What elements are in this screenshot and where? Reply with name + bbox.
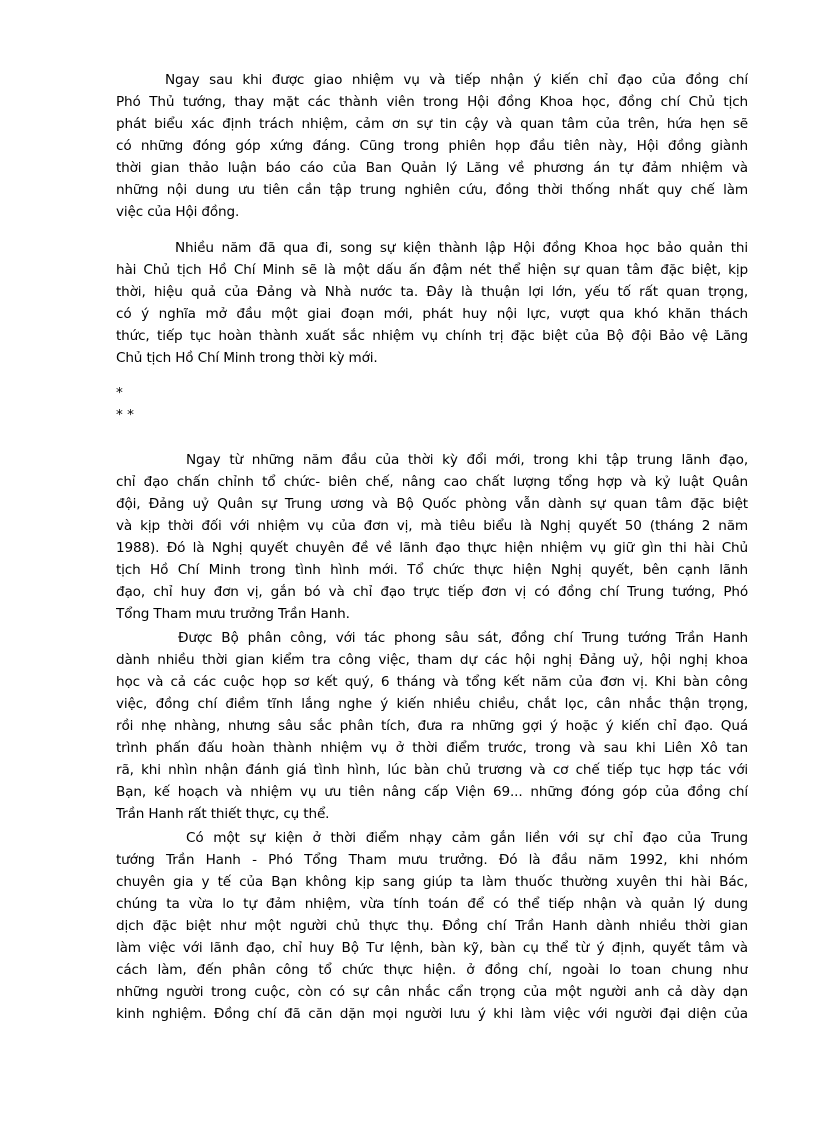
text-line: hài Chủ tịch Hồ Chí Minh sẽ là một dấu ấn đậm nét thể hiện sự quan tâm đặc biệt, kịp xyxy=(116,262,748,278)
section-separator xyxy=(116,382,134,426)
text-line: đội, Đảng uỷ Quân sự Trung ương và Bộ Quốc phòng vẫn dành sự quan tâm đặc biệt xyxy=(116,496,748,512)
text-line: thức, tiếp tục hoàn thành xuất sắc nhiệm vụ chính trị đặc biệt của Bộ đội Bảo vệ Lăng xyxy=(116,328,748,344)
text-line: Ngay từ những năm đầu của thời kỳ đổi mới, trong khi tập trung lãnh đạo, xyxy=(186,452,748,468)
paragraph xyxy=(116,449,748,625)
text-line: Tổng Tham mưu trưởng Trần Hanh. xyxy=(116,606,350,622)
text-line: những nội dung ưu tiên cần tập trung nghiên cứu, đồng thời thống nhất quy chế làm xyxy=(116,182,748,198)
text-line: trình phấn đấu hoàn thành nhiệm vụ ở thời điểm trước, trong và sau khi Liên Xô tan xyxy=(116,740,748,756)
text-line: và kịp thời đối với nhiệm vụ của đơn vị, mà tiêu biểu là Nghị quyết 50 (tháng 2 năm xyxy=(116,518,748,534)
paragraph xyxy=(116,69,748,223)
text-line: Chủ tịch Hồ Chí Minh trong thời kỳ mới. xyxy=(116,350,378,366)
text-line: Được Bộ phân công, với tác phong sâu sát, đồng chí Trung tướng Trần Hanh xyxy=(178,630,748,646)
text-line: học và cả các cuộc họp sơ kết quý, 6 tháng và tổng kết năm của đơn vị. Khi bàn công xyxy=(116,674,748,690)
text-line: có ý nghĩa mở đầu một giai đoạn mới, phát huy nội lực, vượt qua khó khăn thách xyxy=(116,306,748,322)
text-line: rã, khi nhìn nhận đánh giá tình hình, lúc bàn chủ trương và cơ chế tiếp tục hợp tác với xyxy=(116,762,748,778)
text-line: rồi nhẹ nhàng, nhưng sâu sắc phân tích, đưa ra những gợi ý hoặc ý kiến chỉ đạo. Quá xyxy=(116,718,748,734)
text-line: cách làm, đến phân công tổ chức thực hiện. ở đồng chí, ngoài lo toan chung như xyxy=(116,962,748,978)
text-line: việc, đồng chí điềm tĩnh lắng nghe ý kiến nhiều chiều, chắt lọc, cân nhắc thận trọng, xyxy=(116,696,748,712)
text-line: dành nhiều thời gian kiểm tra công việc, tham dự các hội nghị Đảng uỷ, hội nghị khoa xyxy=(116,652,748,668)
text-line: chúng ta vừa lo tự đảm nhiệm, vừa tính toán để có thể tiếp nhận và quản lý dung xyxy=(116,896,748,912)
text-line: làm việc với lãnh đạo, chỉ huy Bộ Tư lệnh, bàn kỹ, bàn cụ thể từ ý định, quyết tâm và xyxy=(116,940,748,956)
text-line: 1988). Đó là Nghị quyết chuyên đề về lãnh đạo thực hiện nhiệm vụ giữ gìn thi hài Chủ xyxy=(116,540,748,556)
text-line: kinh nghiệm. Đồng chí đã căn dặn mọi người lưu ý khi làm việc với người đại diện của xyxy=(116,1006,748,1022)
separator-line: * * xyxy=(116,407,134,423)
text-line: phát biểu xác định trách nhiệm, cảm ơn sự tin cậy và quan tâm của trên, hứa hẹn sẽ xyxy=(116,116,748,132)
text-line: những người trong cuộc, còn có sự cân nhắc cẩn trọng của một người anh cả dày dạn xyxy=(116,984,748,1000)
separator-line: * xyxy=(116,385,123,401)
paragraph xyxy=(116,627,748,825)
text-line: có những đóng góp xứng đáng. Cũng trong phiên họp đầu tiên này, Hội đồng giành xyxy=(116,138,748,154)
text-line: việc của Hội đồng. xyxy=(116,204,240,220)
text-line: đạo, chỉ huy đơn vị, gắn bó và chỉ đạo trực tiếp đơn vị có đồng chí Trung tướng, Phó xyxy=(116,584,748,600)
text-line: Ngay sau khi được giao nhiệm vụ và tiếp nhận ý kiến chỉ đạo của đồng chí xyxy=(165,72,748,88)
paragraph xyxy=(116,237,748,369)
text-line: Phó Thủ tướng, thay mặt các thành viên trong Hội đồng Khoa học, đồng chí Chủ tịch xyxy=(116,94,748,110)
text-line: Nhiều năm đã qua đi, song sự kiện thành lập Hội đồng Khoa học bảo quản thi xyxy=(175,240,748,256)
paragraph xyxy=(116,827,748,1025)
text-line: thời, hiệu quả của Đảng và Nhà nước ta. Đây là thuận lợi lớn, yếu tố rất quan trọng, xyxy=(116,284,748,300)
text-line: tịch Hồ Chí Minh trong tình hình mới. Tổ chức thực hiện Nghị quyết, bên cạnh lãnh xyxy=(116,562,748,578)
text-line: Có một sự kiện ở thời điểm nhạy cảm gắn liền với sự chỉ đạo của Trung xyxy=(186,830,748,846)
text-line: tướng Trần Hanh - Phó Tổng Tham mưu trưởng. Đó là đầu năm 1992, khi nhóm xyxy=(116,852,748,868)
text-line: Trần Hanh rất thiết thực, cụ thể. xyxy=(116,806,330,822)
text-line: dịch đặc biệt như một người chủ thực thụ. Đồng chí Trần Hanh dành nhiều thời gian xyxy=(116,918,748,934)
text-line: thời gian thảo luận báo cáo của Ban Quản lý Lăng về phương án tự đảm nhiệm và xyxy=(116,160,748,176)
text-line: chỉ đạo chấn chỉnh tổ chức- biên chế, nâng cao chất lượng tổng hợp và kỷ luật Quân xyxy=(116,474,748,490)
text-line: Bạn, kế hoạch và nhiệm vụ ưu tiên nâng cấp Viện 69... những đóng góp của đồng chí xyxy=(116,784,748,800)
text-line: chuyên gia y tế của Bạn không kịp sang giúp ta làm thuốc thường xuyên thi hài Bác, xyxy=(116,874,748,890)
